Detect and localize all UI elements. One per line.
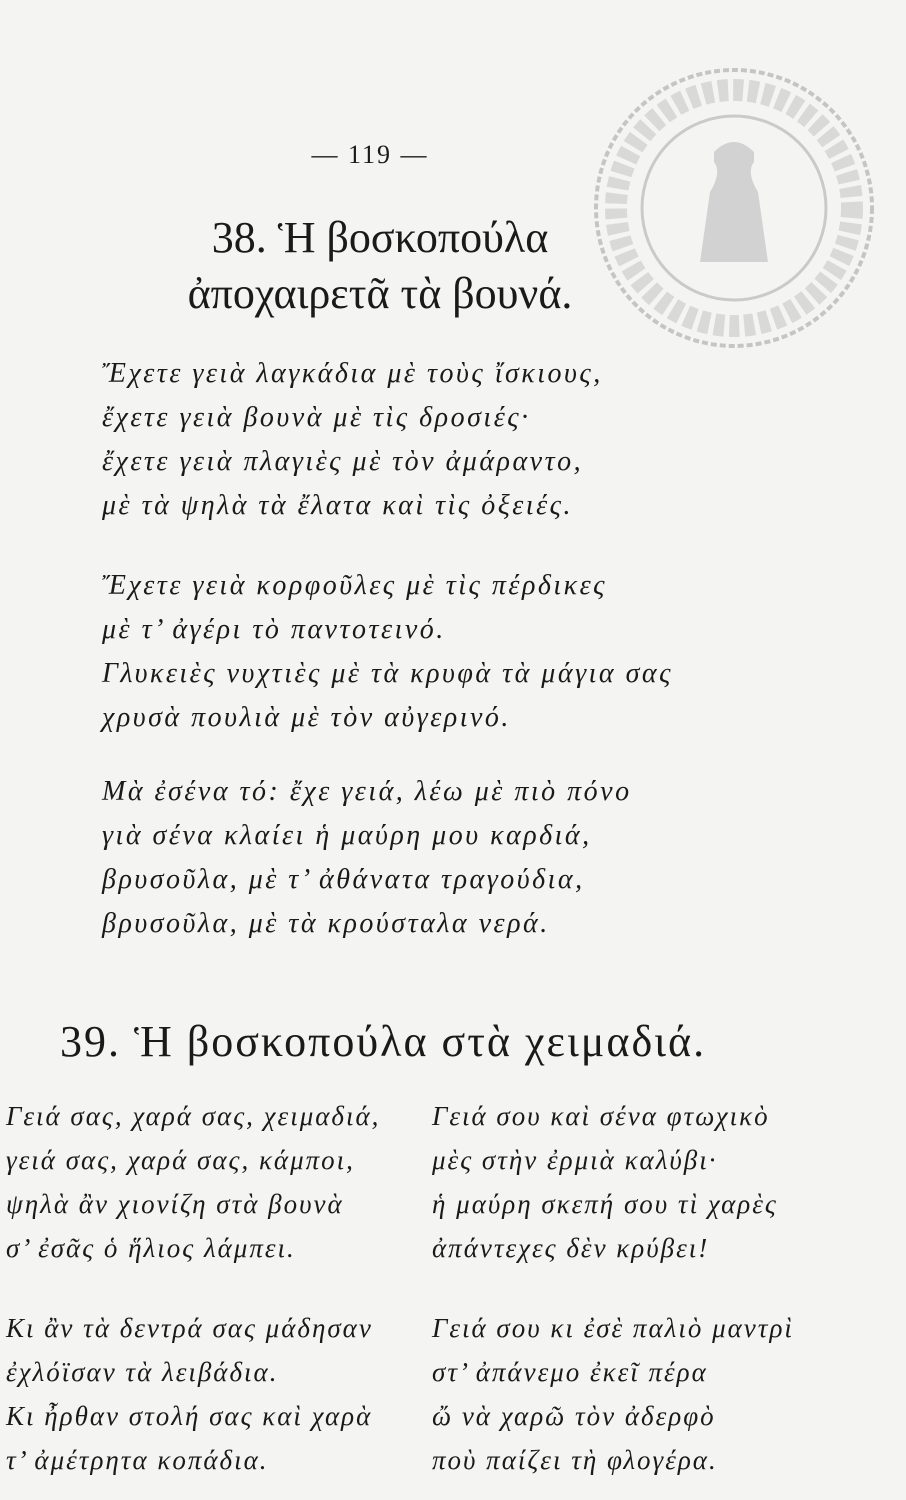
verse-line: στ’ ἀπάνεμο ἐκεῖ πέρα bbox=[432, 1357, 708, 1387]
verse-line: βρυσοῦλα, μὲ τὰ κρούσταλα νερά. bbox=[102, 908, 550, 939]
verse-line: ἐχλόϊσαν τὰ λειβάδια. bbox=[6, 1357, 279, 1387]
poem-39-title: 39. Ἡ βοσκοπούλα στὰ χειμαδιά. bbox=[60, 1017, 707, 1066]
page-number: — 119 — bbox=[311, 140, 429, 169]
verse-line: μὲ τὰ ψηλὰ τὰ ἔλατα καὶ τὶς ὀξειές. bbox=[102, 490, 573, 521]
verse-line: ἡ μαύρη σκεπή σου τὶ χαρὲς bbox=[432, 1189, 778, 1219]
verse-line: Γειά σου καὶ σένα φτωχικὸ bbox=[432, 1101, 770, 1131]
library-stamp bbox=[588, 62, 880, 354]
poem-39-right-stanza-1 bbox=[432, 1094, 852, 1270]
poem-39-left-stanza-2 bbox=[6, 1306, 426, 1482]
poem-38-stanza-1 bbox=[102, 352, 702, 528]
verse-line: ἔχετε γειὰ βουνὰ μὲ τὶς δροσιές· bbox=[102, 402, 531, 433]
verse-line: σ’ ἐσᾶς ὁ ἥλιος λάμπει. bbox=[6, 1233, 296, 1263]
poem-39-left-stanza-1 bbox=[6, 1094, 426, 1270]
poem-38-title-line-2: ἀποχαιρετᾶ τὰ βουνά. bbox=[187, 269, 573, 318]
verse-line: Κι ἦρθαν στολή σας καὶ χαρὰ bbox=[6, 1401, 373, 1431]
verse-line: ὤ νὰ χαρῶ τὸν ἀδερφὸ bbox=[432, 1401, 716, 1431]
verse-line: μὲς στὴν ἐρμιὰ καλύβι· bbox=[432, 1145, 718, 1175]
verse-line: γιὰ σένα κλαίει ἡ μαύρη μου καρδιά, bbox=[102, 820, 592, 851]
verse-line: χρυσὰ πουλιὰ μὲ τὸν αὐγερινό. bbox=[102, 702, 511, 733]
verse-line: Γλυκειὲς νυχτιὲς μὲ τὰ κρυφὰ τὰ μάγια σας bbox=[102, 658, 673, 689]
verse-line: γειά σας, χαρά σας, κάμποι, bbox=[6, 1145, 355, 1175]
poem-38-stanza-2 bbox=[102, 564, 702, 740]
verse-line: ψηλὰ ἂν χιονίζη στὰ βουνὰ bbox=[6, 1189, 344, 1219]
poem-38-stanza-3 bbox=[102, 770, 702, 946]
verse-line: ἀπάντεχες δὲν κρύβει! bbox=[432, 1233, 710, 1263]
verse-line: Μὰ ἐσένα τό: ἔχε γειά, λέω μὲ πιὸ πόνο bbox=[102, 776, 632, 807]
verse-line: ποὺ παίζει τὴ φλογέρα. bbox=[432, 1445, 718, 1475]
verse-line: Γειά σου κι ἐσὲ παλιὸ μαντρὶ bbox=[432, 1313, 794, 1343]
verse-line: Γειά σας, χαρά σας, χειμαδιά, bbox=[6, 1101, 381, 1131]
poem-39-right-stanza-2 bbox=[432, 1306, 852, 1482]
verse-line: τ’ ἀμέτρητα κοπάδια. bbox=[6, 1445, 269, 1475]
verse-line: Ἔχετε γειὰ λαγκάδια μὲ τοὺς ἴσκιους, bbox=[102, 358, 603, 389]
verse-line: μὲ τ’ ἀγέρι τὸ παντοτεινό. bbox=[102, 614, 446, 645]
verse-line: Ἔχετε γειὰ κορφοῦλες μὲ τὶς πέρδικες bbox=[102, 570, 608, 601]
poem-38-title-line-1: 38. Ἡ βοσκοπούλα bbox=[211, 213, 549, 262]
verse-line: βρυσοῦλα, μὲ τ’ ἀθάνατα τραγούδια, bbox=[102, 864, 585, 895]
verse-line: Κι ἂν τὰ δεντρά σας μάδησαν bbox=[6, 1313, 373, 1343]
verse-line: ἔχετε γειὰ πλαγιὲς μὲ τὸν ἀμάραντο, bbox=[102, 446, 584, 477]
